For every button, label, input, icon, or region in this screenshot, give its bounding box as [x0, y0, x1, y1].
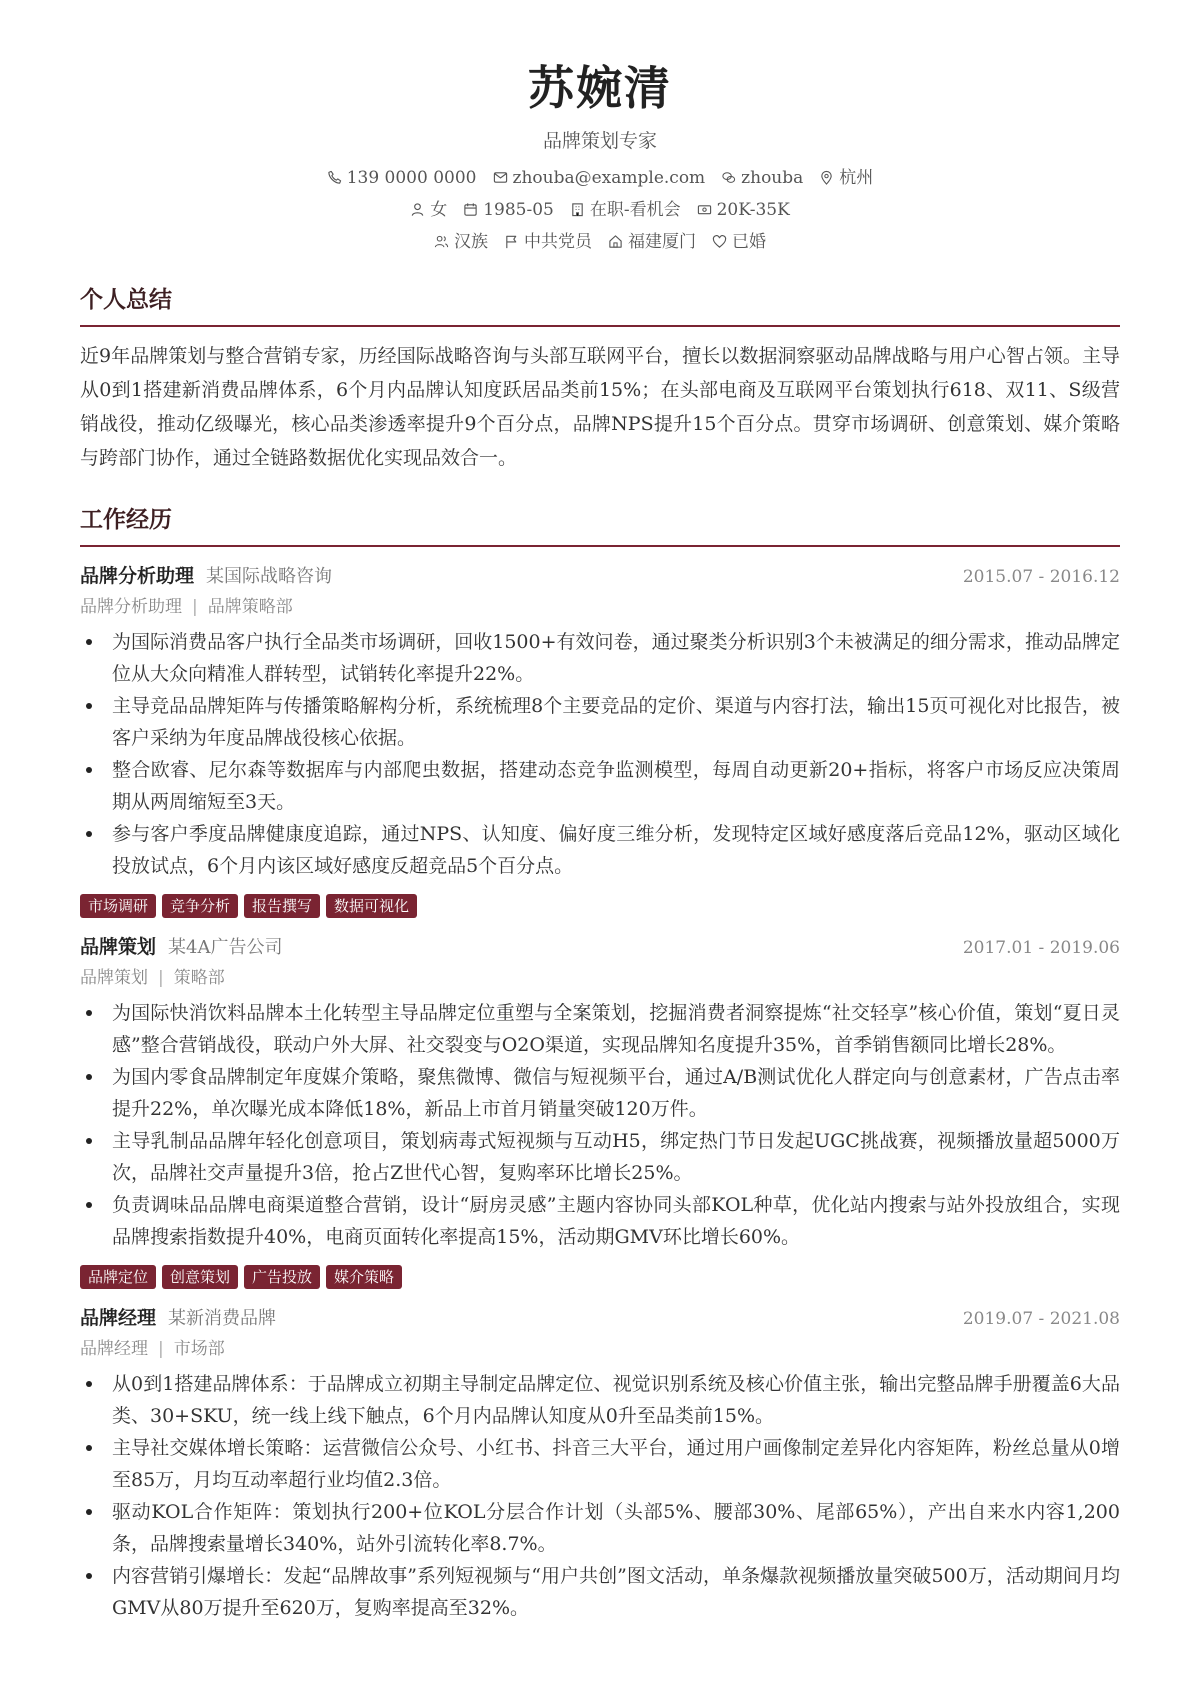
job-date: 2019.07 - 2021.08: [962, 1308, 1120, 1329]
flag-icon: [504, 234, 519, 249]
job-title: 品牌策划: [80, 935, 157, 958]
work-section: [80, 505, 1120, 1624]
job-date: 2017.01 - 2019.06: [962, 937, 1120, 958]
contact-line: [80, 167, 1120, 189]
job-entry: [80, 561, 1120, 918]
skill-tags: [80, 894, 1120, 918]
job-date: 2015.07 - 2016.12: [962, 566, 1120, 587]
users-icon: [434, 234, 449, 249]
job-heading-group: [80, 932, 282, 959]
resume-page: [80, 0, 1120, 1624]
job-company: 某国际战略咨询: [206, 565, 333, 587]
job-bullet: 主导乳制品品牌年轻化创意项目，策划病毒式短视频与互动H5，绑定热门节日发起UGC挑战赛，视频播放量超5000万次，品牌社交声量提升3倍，抢占Z世代心智，复购率环比增长25%。: [80, 1125, 1120, 1189]
resume-header: [80, 0, 1120, 253]
politics-item: [504, 231, 592, 253]
job-bullet: 为国际消费品客户执行全品类市场调研，回收1500+有效问卷，通过聚类分析识别3个未被满足的细分需求，推动品牌定位从大众向精准人群转型，试销转化率提升22%。: [80, 626, 1120, 690]
job-entry: [80, 932, 1120, 1289]
phone-text: 139 0000 0000: [346, 167, 477, 188]
phone-icon: [327, 170, 342, 185]
job-role-line: [80, 1338, 1120, 1360]
job-header: [80, 561, 1120, 588]
city-text: 杭州: [839, 167, 874, 188]
ethnicity-text: 汉族: [454, 231, 488, 252]
job-role: 品牌分析助理: [80, 596, 182, 617]
job-bullet: 负责调味品品牌电商渠道整合营销，设计“厨房灵感”主题内容协同头部KOL种草，优化站内搜索与站外投放组合，实现品牌搜索指数提升40%，电商页面转化率提高15%，活动期GMV环比增长60%。: [80, 1189, 1120, 1253]
hometown-item: [608, 231, 696, 253]
job-header: [80, 1303, 1120, 1330]
job-bullet: 为国内零食品牌制定年度媒介策略，聚焦微博、微信与短视频平台，通过A/B测试优化人群定向与创意素材，广告点击率提升22%，单次曝光成本降低18%，新品上市首月销量突破120万件。: [80, 1061, 1120, 1125]
skill-tag: 报告撰写: [244, 894, 320, 918]
skill-tag: 创意策划: [162, 1265, 238, 1289]
job-dept: 策略部: [173, 967, 225, 988]
job-entry: [80, 1303, 1120, 1624]
job-bullet: 整合欧睿、尼尔森等数据库与内部爬虫数据，搭建动态竞争监测模型，每周自动更新20+指标，将客户市场反应决策周期从两周缩短至3天。: [80, 754, 1120, 818]
status-text: 在职-看机会: [589, 199, 681, 220]
work-heading: 工作经历: [80, 505, 1120, 547]
basic-info-line: [80, 199, 1120, 221]
job-dept: 品牌策略部: [207, 596, 293, 617]
job-role: 品牌经理: [80, 1338, 148, 1359]
phone-item: [327, 167, 477, 189]
skill-tag: 数据可视化: [326, 894, 417, 918]
gender-text: 女: [430, 199, 448, 220]
job-bullet: 为国际快消饮料品牌本土化转型主导品牌定位重塑与全案策划，挖掘消费者洞察提炼“社交轻享”核心价值，策划“夏日灵感”整合营销战役，联动户外大屏、社交裂变与O2O渠道，实现品牌知名度提升35%，首季销售额同比增长28%。: [80, 997, 1120, 1061]
separator: |: [158, 967, 164, 988]
birth-text: 1985-05: [483, 199, 554, 220]
skill-tag: 媒介策略: [326, 1265, 402, 1289]
personal-info-line: [80, 231, 1120, 253]
city-item: [819, 167, 873, 189]
status-item: [570, 199, 681, 221]
birth-item: [463, 199, 554, 221]
email-item: [493, 167, 706, 189]
job-bullet: 主导社交媒体增长策略：运营微信公众号、小红书、抖音三大平台，通过用户画像制定差异化内容矩阵，粉丝总量从0增至85万，月均互动率超行业均值2.3倍。: [80, 1432, 1120, 1496]
job-bullets: [80, 626, 1120, 882]
summary-section: [80, 285, 1120, 475]
candidate-title: 品牌策划专家: [542, 129, 657, 152]
building-icon: [570, 202, 585, 217]
summary-text: 近9年品牌策划与整合营销专家，历经国际战略咨询与头部互联网平台，擅长以数据洞察驱动品牌战略与用户心智占领。主导从0到1搭建新消费品牌体系，6个月内品牌认知度跃居品类前15%；在头部电商及互联网平台策划执行618、双11、S级营销战役，推动亿级曝光，核心品类渗透率提升9个百分点，品牌NPS提升15个百分点。贯穿市场调研、创意策划、媒介策略与跨部门协作，通过全链路数据优化实现品效合一。: [80, 344, 1120, 469]
job-heading-group: [80, 561, 332, 588]
job-company: 某4A广告公司: [168, 936, 283, 958]
job-bullets: [80, 997, 1120, 1253]
job-role-line: [80, 596, 1120, 618]
politics-text: 中共党员: [524, 231, 592, 252]
job-company: 某新消费品牌: [168, 1307, 277, 1329]
job-role-line: [80, 967, 1120, 989]
marital-text: 已婚: [732, 231, 766, 252]
skill-tag: 广告投放: [244, 1265, 320, 1289]
wechat-item: [721, 167, 803, 189]
money-icon: [697, 202, 712, 217]
job-role: 品牌策划: [80, 967, 148, 988]
job-bullet: 从0到1搭建品牌体系：于品牌成立初期主导制定品牌定位、视觉识别系统及核心价值主张，输出完整品牌手册覆盖6大品类、30+SKU，统一线上线下触点，6个月内品牌认知度从0升至品类前15%。: [80, 1368, 1120, 1432]
summary-heading: 个人总结: [80, 285, 1120, 327]
job-dept: 市场部: [173, 1338, 225, 1359]
wechat-icon: [721, 170, 736, 185]
salary-item: [697, 199, 790, 221]
mail-icon: [493, 170, 508, 185]
calendar-icon: [463, 202, 478, 217]
marital-item: [712, 231, 766, 253]
location-pin-icon: [819, 170, 834, 185]
home-icon: [608, 234, 623, 249]
skill-tags: [80, 1265, 1120, 1289]
hometown-text: 福建厦门: [628, 231, 696, 252]
job-header: [80, 932, 1120, 959]
job-title: 品牌分析助理: [80, 564, 195, 587]
skill-tag: 竞争分析: [162, 894, 238, 918]
job-bullets: [80, 1368, 1120, 1624]
job-heading-group: [80, 1303, 276, 1330]
user-icon: [410, 202, 425, 217]
ethnicity-item: [434, 231, 488, 253]
gender-item: [410, 199, 447, 221]
wechat-text: zhouba: [741, 167, 804, 188]
job-title: 品牌经理: [80, 1306, 157, 1329]
separator: |: [158, 1338, 164, 1359]
candidate-name: 苏婉清: [528, 61, 672, 115]
separator: |: [192, 596, 198, 617]
email-text: zhouba@example.com: [512, 167, 706, 188]
job-bullet: 内容营销引爆增长：发起“品牌故事”系列短视频与“用户共创”图文活动，单条爆款视频播放量突破500万，活动期间月均GMV从80万提升至620万，复购率提高至32%。: [80, 1560, 1120, 1624]
skill-tag: 市场调研: [80, 894, 156, 918]
job-bullet: 驱动KOL合作矩阵：策划执行200+位KOL分层合作计划（头部5%、腰部30%、尾部65%），产出自来水内容1,200条，品牌搜索量增长340%，站外引流转化率8.7%。: [80, 1496, 1120, 1560]
salary-text: 20K-35K: [716, 199, 790, 220]
job-bullet: 主导竞品品牌矩阵与传播策略解构分析，系统梳理8个主要竞品的定价、渠道与内容打法，输出15页可视化对比报告，被客户采纳为年度品牌战役核心依据。: [80, 690, 1120, 754]
heart-icon: [712, 234, 727, 249]
skill-tag: 品牌定位: [80, 1265, 156, 1289]
job-bullet: 参与客户季度品牌健康度追踪，通过NPS、认知度、偏好度三维分析，发现特定区域好感度落后竞品12%，驱动区域化投放试点，6个月内该区域好感度反超竞品5个百分点。: [80, 818, 1120, 882]
